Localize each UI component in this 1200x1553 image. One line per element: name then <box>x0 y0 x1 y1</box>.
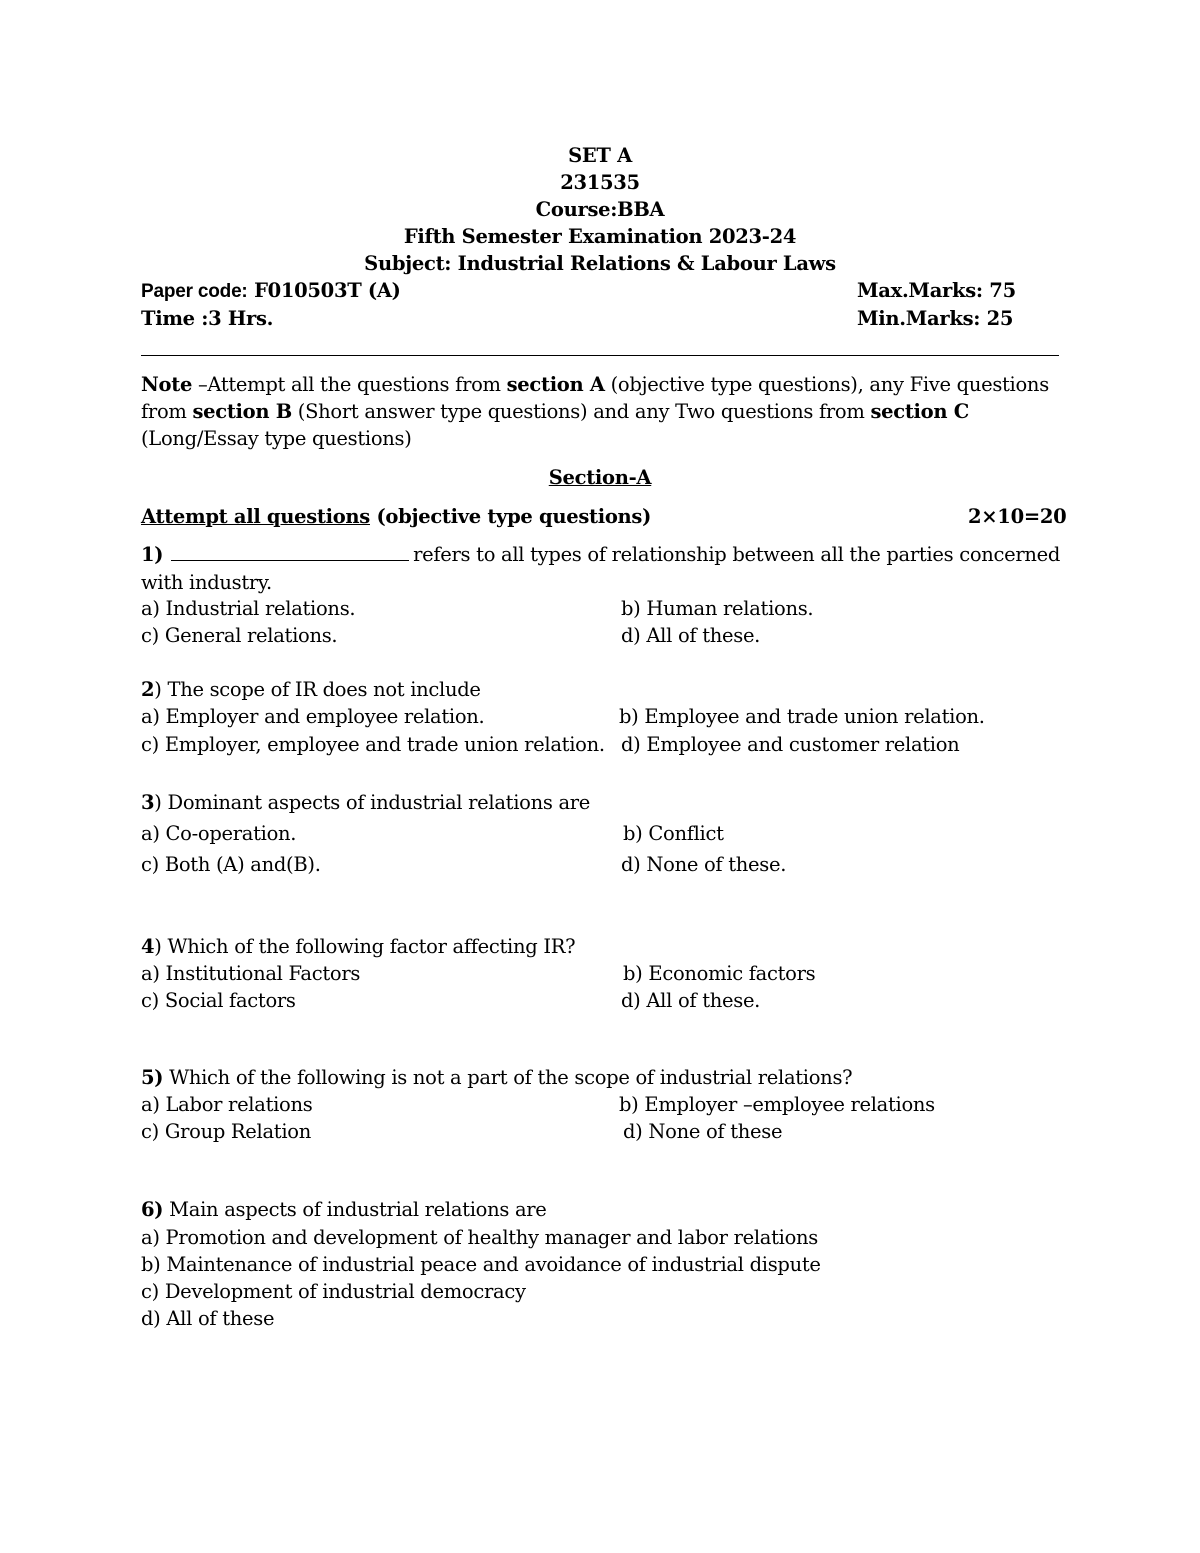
question-1 <box>141 541 1061 597</box>
set-label: SET A <box>568 144 632 167</box>
note-section-b: section B <box>192 400 292 423</box>
option-a: a) Industrial relations. <box>141 597 356 620</box>
note-text-4: (Long/Essay type questions) <box>141 427 412 450</box>
section-a-instruction-rest: (objective type questions) <box>370 505 652 528</box>
header-divider <box>141 355 1059 356</box>
question-2 <box>141 678 481 701</box>
option-c: c) General relations. <box>141 624 338 647</box>
question-4 <box>141 935 575 958</box>
question-number: 6) <box>141 1198 164 1221</box>
option-c: c) Development of industrial democracy <box>141 1280 526 1303</box>
option-b: b) Human relations. <box>621 597 814 620</box>
question-5 <box>141 1066 852 1089</box>
min-marks: Min.Marks: 25 <box>857 307 1014 330</box>
paper-code <box>141 279 401 303</box>
option-c: c) Both (A) and(B). <box>141 853 321 876</box>
max-marks: Max.Marks: 75 <box>857 279 1016 302</box>
subject-line: Subject: Industrial Relations & Labour Laws <box>364 252 836 275</box>
option-a: a) Labor relations <box>141 1093 313 1116</box>
note-section-c: section C <box>870 400 969 423</box>
section-a-instruction-main: Attempt all questions <box>141 505 370 528</box>
paper-code-label: Paper code: <box>141 281 248 302</box>
note-text-3: (Short answer type questions) and any Two questions from <box>291 400 871 423</box>
option-d: d) All of these. <box>621 989 761 1012</box>
exam-code: 231535 <box>560 171 640 194</box>
section-a-marks: 2×10=20 <box>968 505 1067 528</box>
option-b: b) Economic factors <box>623 962 816 985</box>
option-d: d) None of these <box>623 1120 783 1143</box>
question-number: 4 <box>141 935 155 958</box>
question-number: 2 <box>141 678 155 701</box>
note-lead: Note <box>141 373 193 396</box>
question-text: ) Which of the following factor affecting IR? <box>154 935 576 958</box>
question-6 <box>141 1198 547 1221</box>
question-text: Main aspects of industrial relations are <box>163 1198 547 1221</box>
option-a: a) Employer and employee relation. <box>141 705 485 728</box>
fill-in-blank <box>171 544 409 561</box>
question-number: 3 <box>141 791 155 814</box>
option-d: d) Employee and customer relation <box>621 733 960 756</box>
question-text: ) The scope of IR does not include <box>154 678 481 701</box>
option-c: c) Group Relation <box>141 1120 311 1143</box>
option-d: d) All of these. <box>621 624 761 647</box>
section-a-instruction <box>141 505 651 528</box>
option-d: d) None of these. <box>621 853 787 876</box>
paper-code-value: F010503T (A) <box>254 279 401 302</box>
section-a-title: Section-A <box>548 466 652 489</box>
option-c: c) Employer, employee and trade union relation. <box>141 733 605 756</box>
option-a: a) Institutional Factors <box>141 962 361 985</box>
option-b: b) Maintenance of industrial peace and avoidance of industrial dispute <box>141 1253 821 1276</box>
option-b: b) Employer –employee relations <box>619 1093 935 1116</box>
option-d: d) All of these <box>141 1307 275 1330</box>
option-b: b) Conflict <box>623 822 724 845</box>
option-a: a) Promotion and development of healthy manager and labor relations <box>141 1226 818 1249</box>
note-text-1: –Attempt all the questions from <box>192 373 507 396</box>
question-3 <box>141 791 590 814</box>
instructions-note <box>141 371 1061 452</box>
option-a: a) Co-operation. <box>141 822 297 845</box>
question-number: 5) <box>141 1066 164 1089</box>
note-text-2: (objective type questions), any Five questions from <box>141 373 1049 423</box>
question-text: Which of the following is not a part of the scope of industrial relations? <box>163 1066 853 1089</box>
option-b: b) Employee and trade union relation. <box>619 705 985 728</box>
question-number: 1) <box>141 543 164 566</box>
exam-title: Fifth Semester Examination 2023-24 <box>403 225 797 248</box>
note-section-a: section A <box>506 373 605 396</box>
option-c: c) Social factors <box>141 989 296 1012</box>
course-line: Course:BBA <box>535 198 665 221</box>
time-allowed: Time :3 Hrs. <box>141 307 274 330</box>
question-text: ) Dominant aspects of industrial relations are <box>154 791 591 814</box>
question-text: refers to all types of relationship between all the parties concerned with industry. <box>141 543 1061 594</box>
